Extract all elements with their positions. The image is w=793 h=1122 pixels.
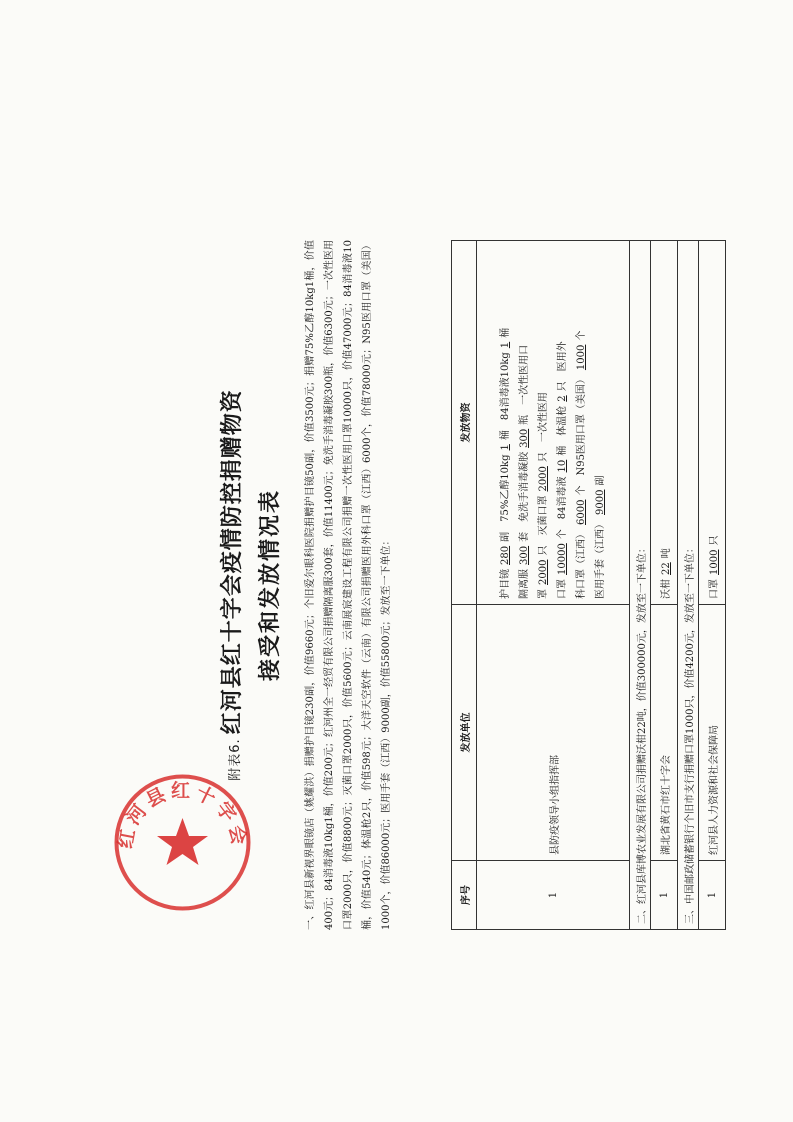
title-line-1: 红河县红十字会疫情防控捐赠物资 xyxy=(220,389,245,735)
goods-qty: 2000 xyxy=(538,559,549,585)
goods-qty: 1000 xyxy=(576,344,587,371)
row3-goods xyxy=(699,241,726,605)
goods-line xyxy=(553,246,572,599)
goods-qty: 1 xyxy=(500,444,511,451)
goods-text: 沃柑 xyxy=(660,579,672,599)
document-page xyxy=(215,240,720,930)
goods-text: 副 75%乙醇10kg xyxy=(500,454,511,542)
table-row xyxy=(699,241,726,930)
official-seal-stamp xyxy=(110,770,255,915)
goods-qty: 6000 xyxy=(576,499,587,525)
goods-text: 罩 xyxy=(538,589,549,599)
header-seq: 序号 xyxy=(452,861,477,930)
table-row xyxy=(477,241,630,930)
goods-line xyxy=(515,246,534,599)
section-row xyxy=(678,241,699,930)
goods-line xyxy=(572,246,591,599)
goods-qty: 1 xyxy=(500,341,511,349)
goods-text: 只 一次性医用 xyxy=(538,392,549,463)
goods-qty: 2000 xyxy=(538,466,549,492)
intro-paragraph: 一、红河县新视界眼镜店（姚耀洪）捐赠护目镜230副，价值9660元；个旧爱尔眼科医院捐赠护目镜50副，价值3500元；捐赠75%乙醇10kg1桶，价值400元；84消毒液10kg1桶，价值200元；红河州全一经贸有限公司捐赠隔离服300套，价值11400元；免洗手消毒凝胶300瓶，价值6300元；一次性医用口罩2000只，价值8800元；灭菌口罩2000只，价值5600元；云南展宸建设工程有限公司捐赠一次性医用口罩10000只，价值47000元；84消毒液10桶，价值540元；体温枪2只，价值598元；大洋天空软件（云南）有限公司捐赠医用外科口罩（江西）6000个，价值78000元；N95医用口罩（美国）1000个，价值86000元；医用手套（江西）9000副，价值55800元；发放至一下单位： xyxy=(305,240,392,930)
row3-unit: 红河县人力资源和社会保障局 xyxy=(699,605,726,861)
goods-text: 瓶 一次性医用口 xyxy=(519,344,530,425)
section-3-text: 三、中国邮政储蓄银行个旧市支行捐赠口罩1000只，价值4200元，发放至一下单位： xyxy=(678,241,699,930)
row2-unit: 湖北省黄石市红十字会 xyxy=(651,605,678,861)
goods-text: 口罩 xyxy=(708,579,720,599)
goods-qty: 280 xyxy=(500,545,511,565)
goods-qty: 300 xyxy=(519,428,530,448)
row1-seq: 1 xyxy=(477,861,630,930)
goods-text: 只 医用外 xyxy=(557,341,568,392)
seal-star-icon xyxy=(157,818,208,865)
goods-text: 桶 体温枪 xyxy=(557,405,568,456)
goods-qty: 300 xyxy=(519,545,530,565)
goods-qty: 10000 xyxy=(557,543,568,575)
section-2-text: 二、红河县库博农业发展有限公司捐赠沃柑22吨，价值300000元，发放至一下单位： xyxy=(630,241,651,930)
table-header-row xyxy=(452,241,477,930)
goods-text: 只 灭菌口罩 xyxy=(538,495,549,556)
goods-text: 医用手套（江西） xyxy=(595,519,606,599)
row3-seq: 1 xyxy=(699,861,726,930)
goods-line xyxy=(534,246,553,599)
title-prefix: 附表6. xyxy=(228,738,243,781)
table-row xyxy=(651,241,678,930)
distribution-table xyxy=(451,240,726,930)
goods-qty: 1000 xyxy=(708,549,720,575)
goods-text: 个 N95医用口罩（美国） xyxy=(576,374,587,496)
section-row xyxy=(630,241,651,930)
goods-text: 护目镜 xyxy=(500,569,511,599)
goods-qty: 9000 xyxy=(595,489,606,515)
goods-text: 口罩 xyxy=(557,579,568,599)
page-subtitle: 接受和发放情况表 xyxy=(258,489,283,682)
goods-text: 个 xyxy=(576,330,587,341)
goods-text: 只 xyxy=(708,535,720,546)
goods-text: 桶 84消毒液10kg xyxy=(500,352,511,441)
seal-text: 红河县红十字会 xyxy=(114,780,251,851)
header-unit: 发放单位 xyxy=(452,605,477,861)
goods-text: 隔离服 xyxy=(519,569,530,599)
goods-text: 桶 xyxy=(500,327,511,338)
goods-qty: 22 xyxy=(660,562,672,575)
goods-text: 科口罩（江西） xyxy=(576,529,587,599)
row1-goods xyxy=(477,241,630,605)
goods-text: 套 免洗手消毒凝胶 xyxy=(519,451,530,542)
goods-text: 吨 xyxy=(660,548,672,559)
goods-line xyxy=(496,246,515,599)
goods-text: 副 xyxy=(595,475,606,486)
row2-goods xyxy=(651,241,678,605)
goods-text: 个 84消毒液 xyxy=(557,476,568,540)
goods-qty: 10 xyxy=(557,459,568,473)
header-goods: 发放物资 xyxy=(452,241,477,605)
row1-unit: 县防疫领导小组指挥部 xyxy=(477,605,630,861)
goods-qty: 2 xyxy=(557,395,568,402)
goods-line xyxy=(591,246,610,599)
row2-seq: 1 xyxy=(651,861,678,930)
